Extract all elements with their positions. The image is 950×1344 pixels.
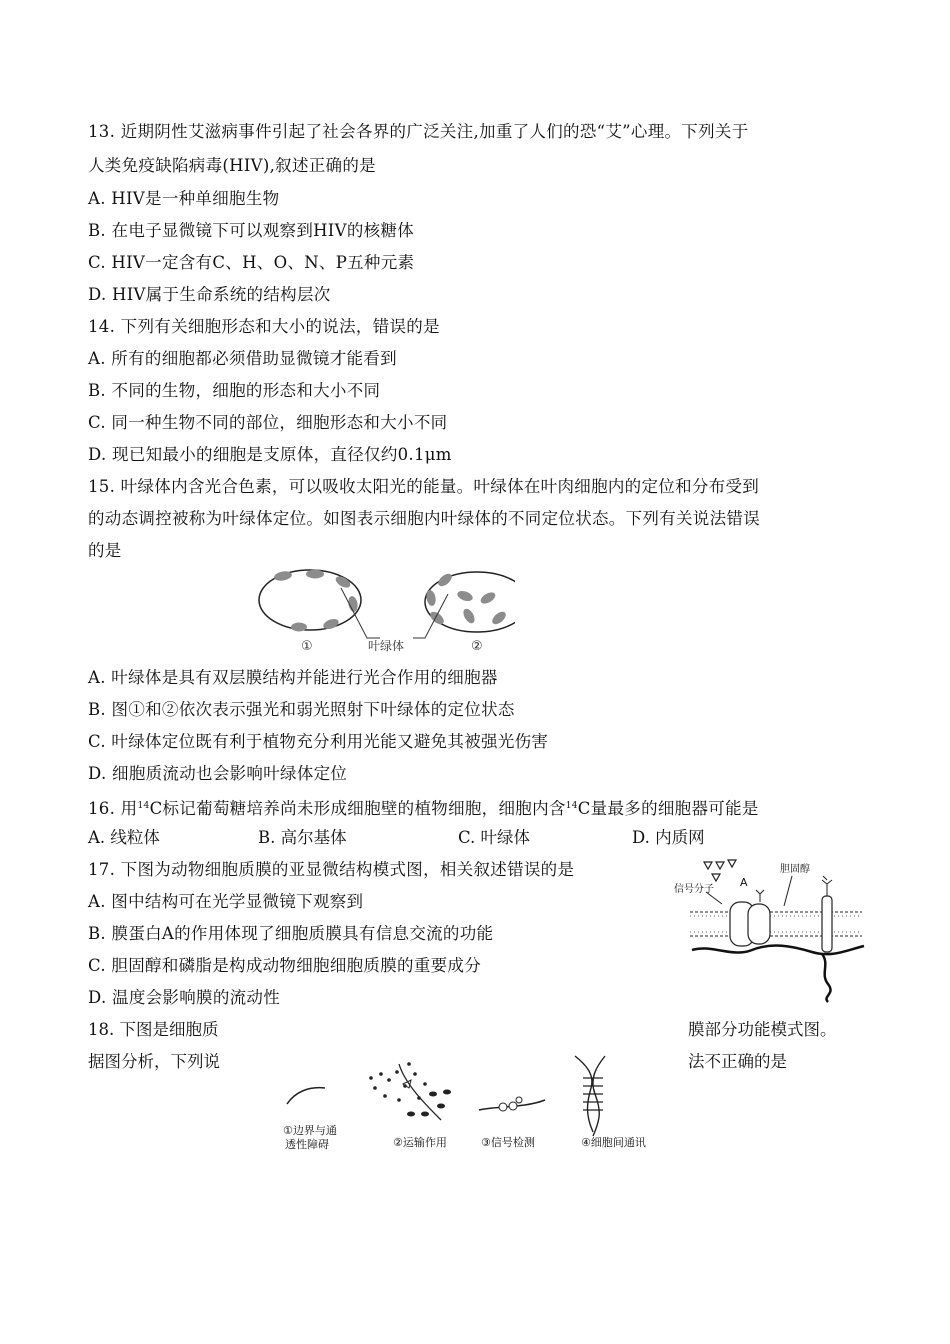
q13-option-a: A. HIV是一种单细胞生物 [88,189,280,208]
q14-option-b: B. 不同的生物，细胞的形态和大小不同 [88,381,381,400]
fig-label-1: ① [301,639,313,654]
caption-4: ④细胞间通讯 [581,1136,646,1149]
q16-mid1: C标记葡萄糖培养尚未形成细胞壁的植物细胞，细胞内含 [149,799,566,818]
caption-1-line2: 透性障碍 [285,1138,329,1151]
membrane-figure [672,854,872,1004]
q15-stem-line3: 的是 [88,541,122,560]
cytoskeleton [692,946,864,955]
q18-stem-right1: 膜部分功能模式图。 [688,1020,837,1039]
q18-stem-right2: 法不正确的是 [688,1052,787,1071]
q13-stem-line2: 人类免疫缺陷病毒(HIV),叙述正确的是 [88,156,376,175]
q14-option-c: C. 同一种生物不同的部位，细胞形态和大小不同 [88,413,448,432]
transport-particles [369,1062,451,1116]
q14-option-d: D. 现已知最小的细胞是支原体，直径仅约0.1μm [88,445,452,464]
membrane-protein [748,904,770,944]
fig-label-a: A [740,876,748,889]
q14-stem: 14. 下列有关细胞形态和大小的说法，错误的是 [88,317,440,336]
q17-option-b: B. 膜蛋白A的作用体现了细胞质膜具有信息交流的功能 [88,924,494,943]
q17-option-a: A. 图中结构可在光学显微镜下观察到 [88,892,364,911]
q16-num: 16. 用 [88,799,138,818]
q16-option-d: D. 内质网 [632,828,705,847]
fig-label-signal: 信号分子 [674,884,714,895]
q18-stem-left1: 18. 下图是细胞质 [88,1020,219,1039]
fig-label-chloroplast: 叶绿体 [368,639,405,653]
q16-mid2: C量最多的细胞器可能是 [577,799,759,818]
fig-label-cholesterol: 胆固醇 [780,864,810,875]
q16-option-c: C. 叶绿体 [458,828,531,847]
q15-option-c: C. 叶绿体定位既有利于植物充分利用光能又避免其被强光伤害 [88,732,549,751]
q15-stem-line2: 的动态调控被称为叶绿体定位。如图表示细胞内叶绿体的不同定位状态。下列有关说法错误 [88,509,760,528]
q13-stem-line1: 13. 近期阴性艾滋病事件引起了社会各界的广泛关注,加重了人们的恐“艾”心理。下列关于 [88,122,749,141]
q16-sup2: 14 [565,801,578,811]
caption-1-line1: ①边界与通 [283,1124,337,1137]
q17-stem: 17. 下图为动物细胞质膜的亚显微结构模式图，相关叙述错误的是 [88,860,575,879]
q15-option-d: D. 细胞质流动也会影响叶绿体定位 [88,764,348,783]
membrane-function-figure [275,1044,665,1154]
boundary-membrane [287,1088,325,1104]
fig-label-2: ② [471,639,483,654]
q15-option-a: A. 叶绿体是具有双层膜结构并能进行光合作用的细胞器 [88,668,498,687]
phospholipid-bilayer [690,912,862,936]
q17-option-d: D. 温度会影响膜的流动性 [88,988,281,1007]
cell-2-chloroplasts [425,571,508,626]
chloroplast-figure [255,568,515,658]
cell-communication-junction [575,1056,605,1136]
cell-1-chloroplasts [273,570,358,632]
q13-option-d: D. HIV属于生命系统的结构层次 [88,285,331,304]
caption-2: ②运输作用 [393,1136,447,1149]
q18-stem-left2: 据图分析，下列说 [88,1052,220,1071]
q15-stem-line1: 15. 叶绿体内含光合色素，可以吸收太阳光的能量。叶绿体在叶肉细胞内的定位和分布受到 [88,477,760,496]
q17-option-c: C. 胆固醇和磷脂是构成动物细胞细胞质膜的重要成分 [88,956,482,975]
q13-option-c: C. HIV一定含有C、H、O、N、P五种元素 [88,253,415,272]
q16-sup1: 14 [137,801,150,811]
caption-3: ③信号检测 [481,1136,535,1149]
q14-option-a: A. 所有的细胞都必须借助显微镜才能看到 [88,349,397,368]
q16-stem [88,794,759,821]
q16-option-b: B. 高尔基体 [258,828,347,847]
q13-option-b: B. 在电子显微镜下可以观察到HIV的核糖体 [88,221,415,240]
transmembrane-protein [822,896,832,952]
q15-option-b: B. 图①和②依次表示强光和弱光照射下叶绿体的定位状态 [88,700,515,719]
q16-option-a: A. 线粒体 [88,828,160,847]
signal-molecule-icon [704,860,736,881]
